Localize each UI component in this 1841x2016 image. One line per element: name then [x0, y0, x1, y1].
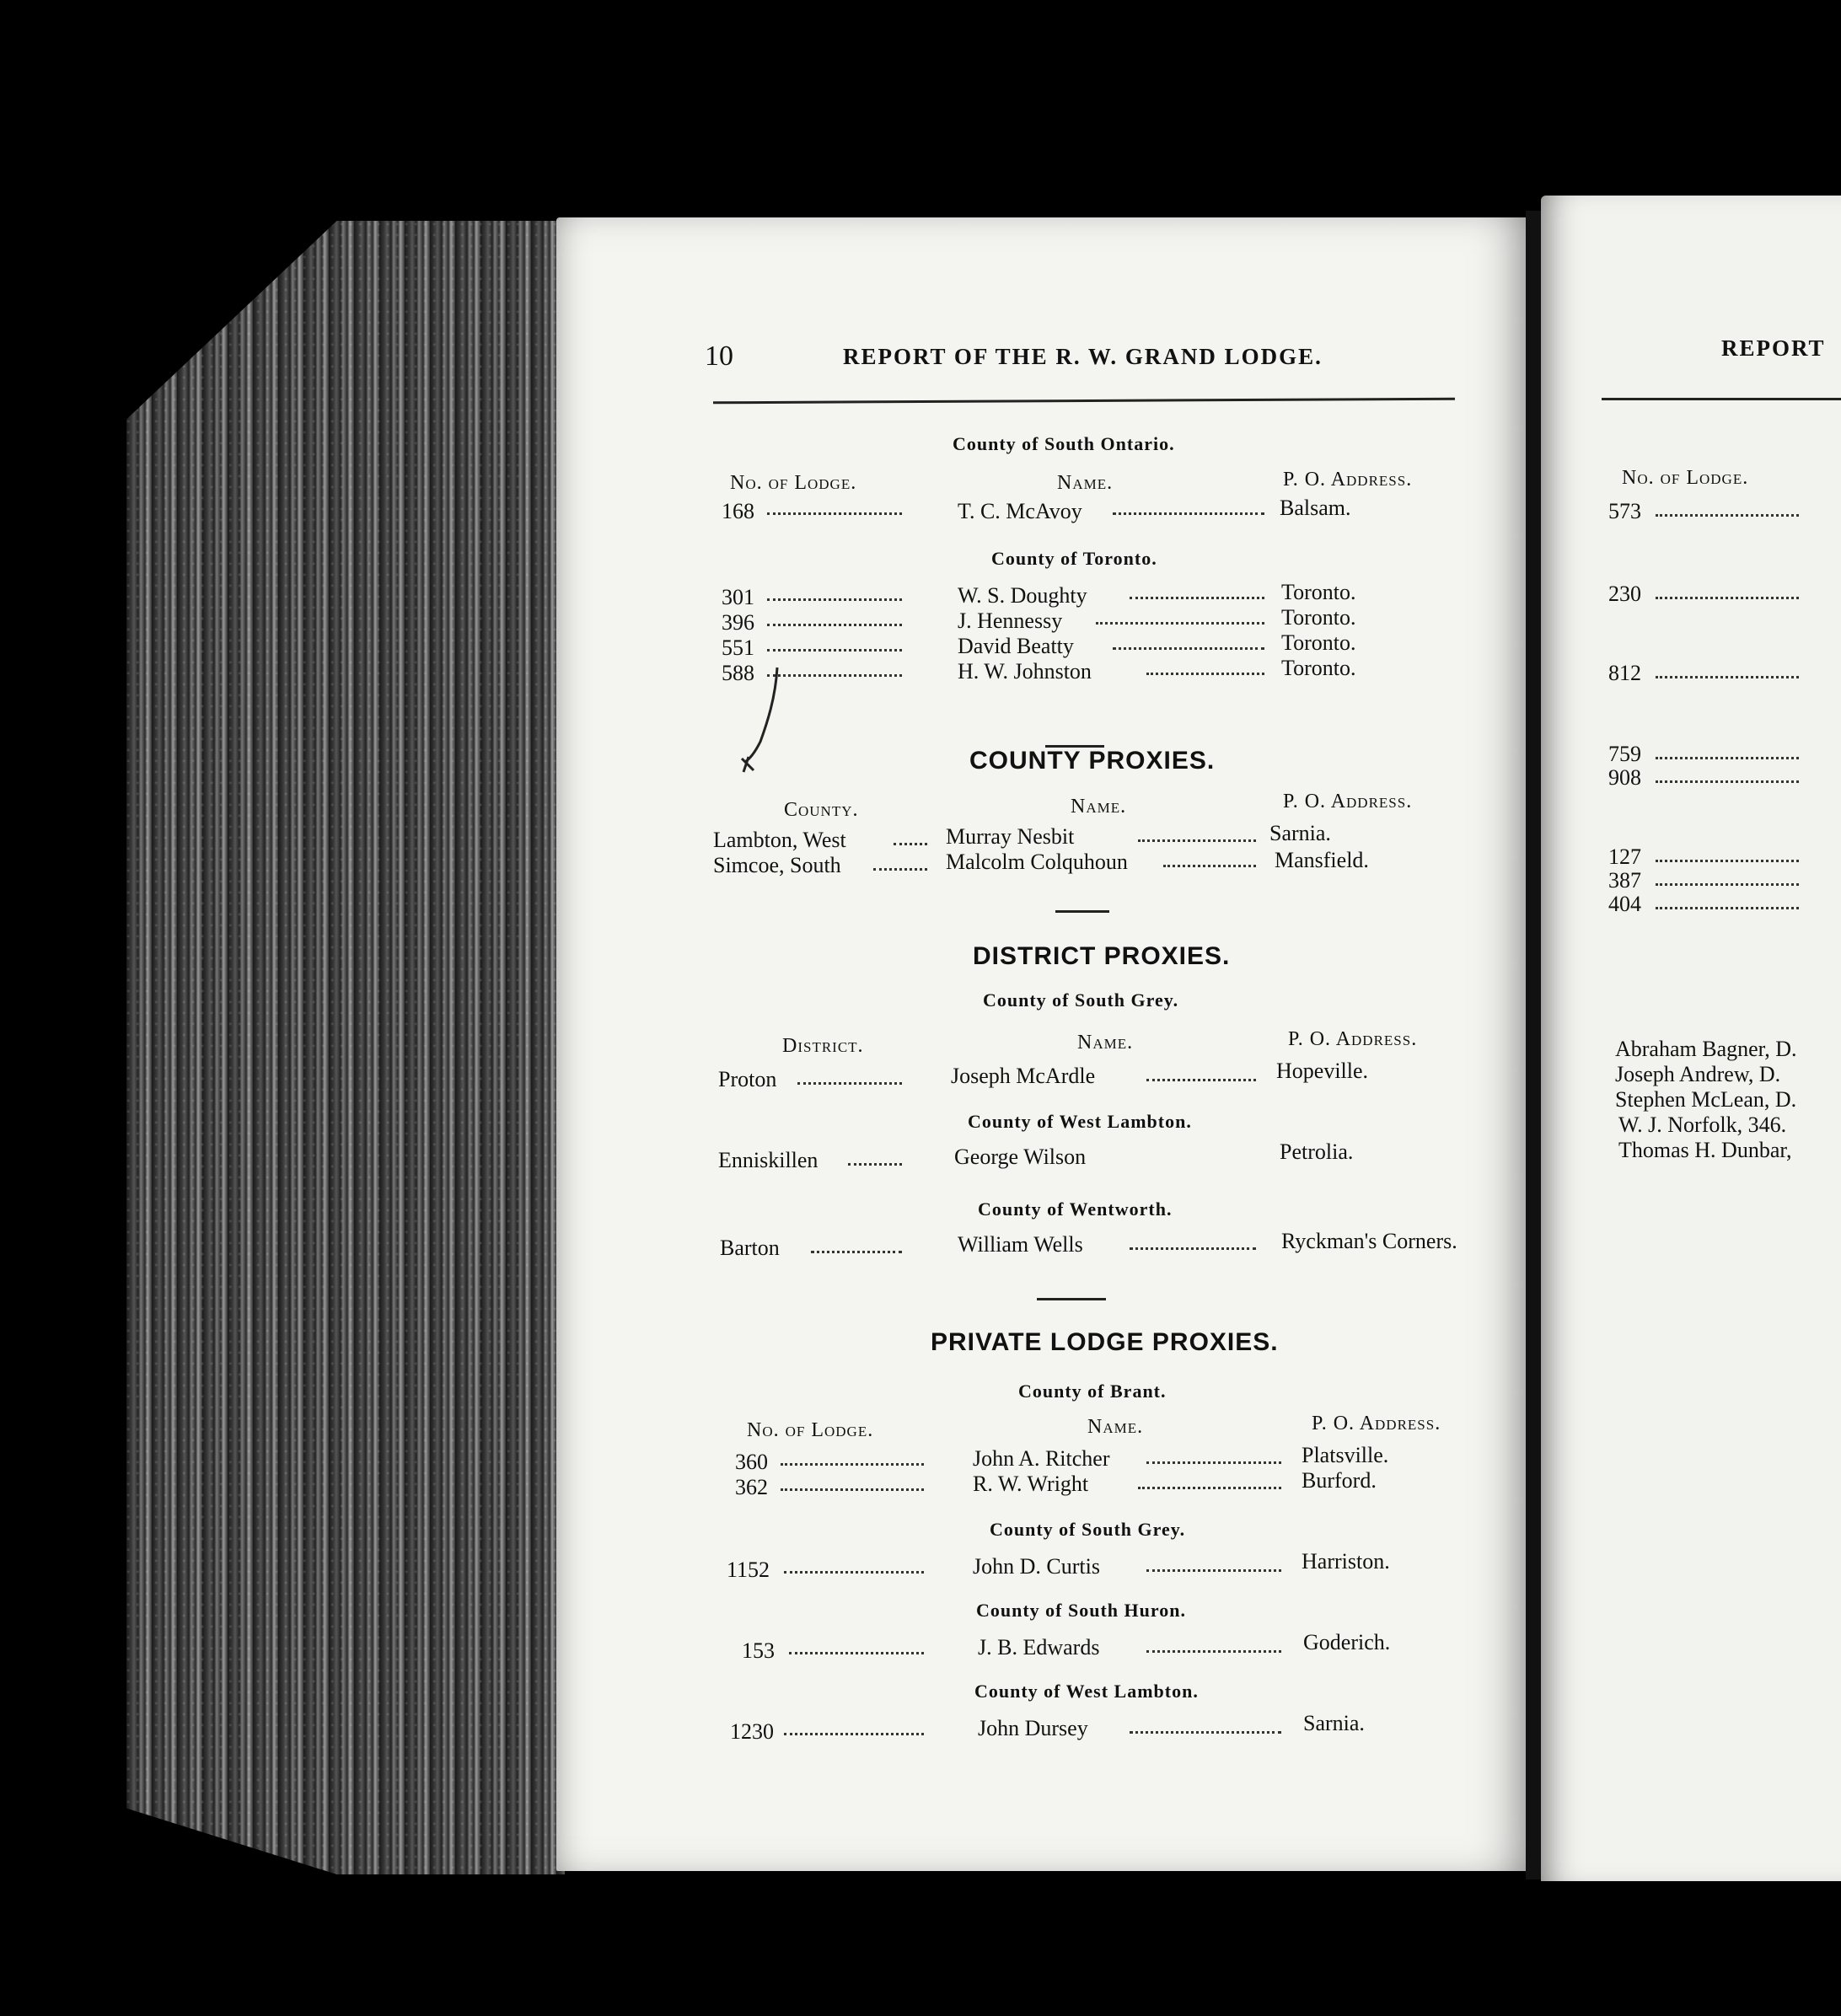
po-address: Balsam. — [1280, 496, 1351, 520]
leader-dots — [1146, 664, 1264, 675]
running-head: REPORT — [1721, 335, 1826, 361]
col-header-no: No. of Lodge. — [747, 1419, 874, 1441]
col-header-name: Name. — [1071, 796, 1127, 818]
leader-dots — [1130, 1239, 1256, 1250]
leader-dots — [1656, 506, 1799, 517]
col-header-no: No. of Lodge. — [730, 472, 857, 494]
leader-dots — [1130, 588, 1264, 599]
running-head: REPORT OF THE R. W. GRAND LODGE. — [843, 344, 1323, 369]
leader-dots — [1146, 1561, 1281, 1572]
col-header-address: P. O. Address. — [1283, 791, 1413, 812]
po-address: Sarnia. — [1269, 821, 1331, 845]
deputy-name: W. J. Norfolk, 346. — [1618, 1113, 1787, 1137]
pencil-mark — [725, 664, 792, 782]
po-address: Toronto. — [1281, 580, 1356, 604]
leader-dots — [781, 1480, 924, 1491]
po-address: Toronto. — [1281, 656, 1356, 680]
head-rule — [1602, 398, 1841, 400]
leader-dots — [1656, 668, 1799, 678]
section-heading: DISTRICT PROXIES. — [973, 942, 1231, 970]
leader-dots — [767, 590, 902, 601]
county-heading: County of South Grey. — [990, 1519, 1186, 1540]
leader-dots — [1138, 831, 1256, 842]
leader-dots — [848, 1155, 902, 1166]
leader-dots — [767, 615, 902, 626]
col-header-address: P. O. Address. — [1283, 469, 1413, 491]
member-name: John D. Curtis — [973, 1554, 1100, 1579]
po-address: Hopeville. — [1276, 1059, 1369, 1083]
leader-dots — [1656, 875, 1799, 886]
po-address: Platsville. — [1302, 1443, 1389, 1467]
lodge-no: 404 — [1608, 892, 1641, 916]
leader-dots — [1113, 639, 1264, 650]
district-name: Proton — [718, 1067, 777, 1091]
leader-dots — [1656, 748, 1799, 759]
leader-dots — [797, 1074, 902, 1085]
lodge-no: 127 — [1608, 844, 1641, 869]
deputy-name: Stephen McLean, D. — [1615, 1087, 1797, 1112]
leader-dots — [1138, 1478, 1281, 1489]
col-header-name: Name. — [1087, 1416, 1144, 1438]
lodge-no: 301 — [722, 585, 754, 609]
section-heading: COUNTY PROXIES. — [969, 747, 1216, 775]
county-heading: County of South Ontario. — [953, 433, 1175, 454]
leader-dots — [873, 860, 927, 871]
leader-dots — [781, 1455, 924, 1466]
leader-dots — [789, 1643, 924, 1654]
lodge-no: 387 — [1608, 868, 1641, 893]
member-name: John A. Ritcher — [973, 1446, 1110, 1471]
county-heading: County of Wentworth. — [978, 1198, 1173, 1220]
member-name: Malcolm Colquhoun — [946, 850, 1128, 874]
page-edge-texture — [126, 221, 565, 1874]
leader-dots — [1656, 898, 1799, 909]
leader-dots — [1656, 851, 1799, 862]
right-page — [1541, 196, 1841, 1881]
deputy-name: Thomas H. Dunbar, — [1618, 1138, 1792, 1162]
member-name: W. S. Doughty — [958, 583, 1087, 608]
po-address: Toronto. — [1281, 630, 1356, 655]
lodge-no: 1152 — [727, 1558, 770, 1582]
district-name: Barton — [720, 1236, 780, 1260]
county-name: Simcoe, South — [713, 853, 841, 877]
member-name: Murray Nesbit — [946, 824, 1075, 849]
po-address: Burford. — [1302, 1468, 1377, 1493]
member-name: William Wells — [958, 1232, 1083, 1257]
col-header-name: Name. — [1057, 472, 1114, 494]
section-rule — [1037, 1298, 1106, 1300]
member-name: Joseph McArdle — [951, 1064, 1096, 1088]
lodge-no: 396 — [722, 610, 754, 635]
leader-dots — [767, 504, 902, 515]
member-name: David Beatty — [958, 634, 1074, 658]
po-address: Harriston. — [1302, 1549, 1390, 1574]
member-name: H. W. Johnston — [958, 659, 1092, 684]
book-gutter — [1526, 211, 1541, 1879]
leader-dots — [1656, 772, 1799, 783]
deputy-name: Abraham Bagner, D. — [1615, 1037, 1797, 1061]
county-heading: County of South Grey. — [983, 989, 1179, 1011]
lodge-no: 168 — [722, 499, 754, 523]
county-name: Lambton, West — [713, 828, 846, 852]
col-header-district: District. — [782, 1035, 864, 1057]
col-header-address: P. O. Address. — [1312, 1413, 1441, 1434]
lodge-no: 908 — [1608, 765, 1641, 790]
member-name: T. C. McAvoy — [958, 499, 1082, 523]
lodge-no: 230 — [1608, 582, 1641, 606]
section-rule — [1055, 910, 1109, 913]
lodge-no: 153 — [742, 1638, 775, 1663]
left-page — [556, 217, 1534, 1871]
leader-dots — [767, 641, 902, 651]
lodge-no: 812 — [1608, 661, 1641, 685]
county-heading: County of West Lambton. — [974, 1681, 1199, 1702]
leader-dots — [1163, 856, 1256, 867]
lodge-no: 573 — [1608, 499, 1641, 523]
page-number: 10 — [705, 340, 733, 372]
lodge-no: 362 — [735, 1475, 768, 1499]
leader-dots — [784, 1724, 924, 1735]
leader-dots — [1096, 614, 1264, 625]
po-address: Ryckman's Corners. — [1281, 1229, 1457, 1253]
leader-dots — [784, 1563, 924, 1574]
head-rule — [713, 398, 1455, 405]
deputy-name: Joseph Andrew, D. — [1615, 1062, 1781, 1086]
lodge-no: 1230 — [730, 1719, 774, 1744]
col-header-address: P. O. Address. — [1288, 1028, 1418, 1050]
section-heading: PRIVATE LODGE PROXIES. — [931, 1328, 1279, 1356]
po-address: Petrolia. — [1280, 1139, 1354, 1164]
leader-dots — [1113, 504, 1264, 515]
leader-dots — [894, 834, 927, 845]
county-heading: County of Toronto. — [991, 548, 1157, 569]
county-heading: County of Brant. — [1018, 1381, 1167, 1402]
po-address: Toronto. — [1281, 605, 1356, 630]
member-name: John Dursey — [978, 1716, 1088, 1740]
col-header-no: No. of Lodge. — [1622, 467, 1749, 489]
leader-dots — [1656, 588, 1799, 599]
member-name: J. B. Edwards — [978, 1635, 1100, 1659]
leader-dots — [1146, 1070, 1256, 1081]
district-name: Enniskillen — [718, 1148, 819, 1172]
leader-dots — [1130, 1723, 1281, 1734]
col-header-name: Name. — [1077, 1032, 1134, 1054]
county-heading: County of South Huron. — [976, 1600, 1186, 1621]
lodge-no: 759 — [1608, 742, 1641, 766]
county-heading: County of West Lambton. — [968, 1111, 1192, 1132]
lodge-no: 551 — [722, 635, 754, 660]
leader-dots — [1146, 1642, 1281, 1653]
po-address: Goderich. — [1303, 1630, 1391, 1654]
leader-dots — [1146, 1453, 1281, 1464]
lodge-no: 588 — [722, 661, 754, 685]
member-name: R. W. Wright — [973, 1472, 1089, 1496]
po-address: Mansfield. — [1275, 848, 1369, 872]
po-address: Sarnia. — [1303, 1711, 1365, 1735]
member-name: George Wilson — [954, 1145, 1087, 1169]
leader-dots — [811, 1242, 902, 1253]
lodge-no: 360 — [735, 1450, 768, 1474]
col-header-county: County. — [784, 799, 859, 821]
member-name: J. Hennessy — [958, 609, 1063, 633]
